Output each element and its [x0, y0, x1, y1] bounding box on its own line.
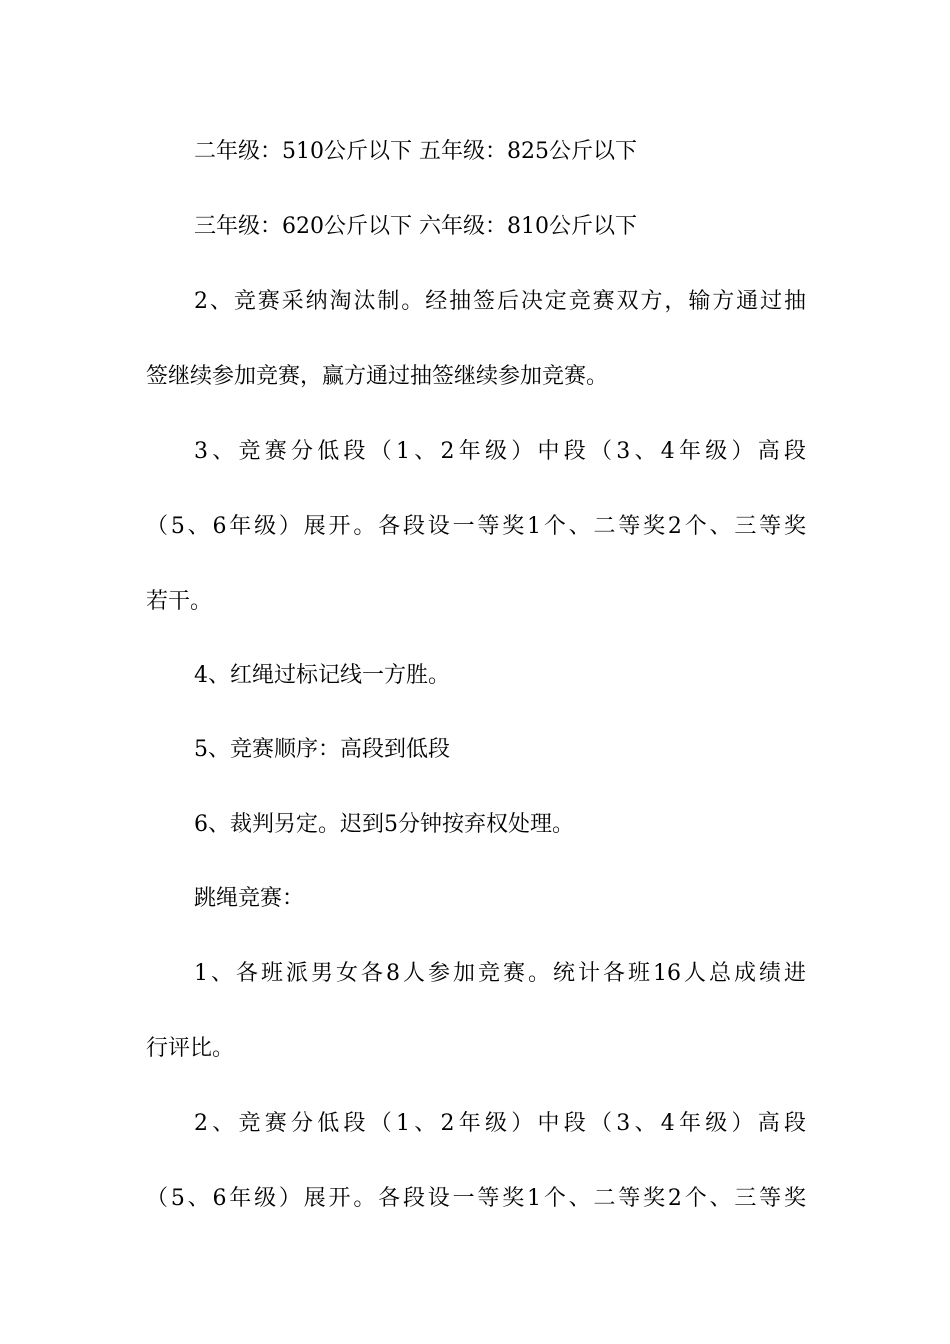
weight-limit-grade-2-5: 二年级：510公斤以下 五年级：825公斤以下 — [194, 139, 637, 164]
rule-5: 5、竞赛顺序：高段到低段 — [194, 737, 450, 762]
jump-rope-rule-2-line-1: 2、竞赛分低段（1、2年级）中段（3、4年级）高段 — [194, 1111, 806, 1136]
jump-rope-rule-1-line-2: 行评比。 — [146, 1036, 235, 1061]
jump-rope-rule-2-line-2: （5、6年级）展开。各段设一等奖1个、二等奖2个、三等奖 — [146, 1186, 806, 1211]
rule-2-line-1: 2、竞赛采纳淘汰制。经抽签后决定竞赛双方，输方通过抽 — [194, 289, 806, 314]
jump-rope-rule-1-line-1: 1、各班派男女各8人参加竞赛。统计各班16人总成绩进 — [194, 961, 806, 986]
rule-3-line-2: （5、6年级）展开。各段设一等奖1个、二等奖2个、三等奖 — [146, 514, 806, 539]
section-heading-jump-rope: 跳绳竞赛： — [194, 886, 305, 911]
rule-6: 6、裁判另定。迟到5分钟按弃权处理。 — [194, 812, 574, 837]
rule-2-line-2: 签继续参加竞赛，赢方通过抽签继续参加竞赛。 — [146, 364, 609, 389]
rule-4: 4、红绳过标记线一方胜。 — [194, 663, 450, 688]
weight-limit-grade-3-6: 三年级：620公斤以下 六年级：810公斤以下 — [194, 214, 637, 239]
rule-3-line-1: 3、竞赛分低段（1、2年级）中段（3、4年级）高段 — [194, 439, 806, 464]
rule-3-line-3: 若干。 — [146, 589, 213, 614]
